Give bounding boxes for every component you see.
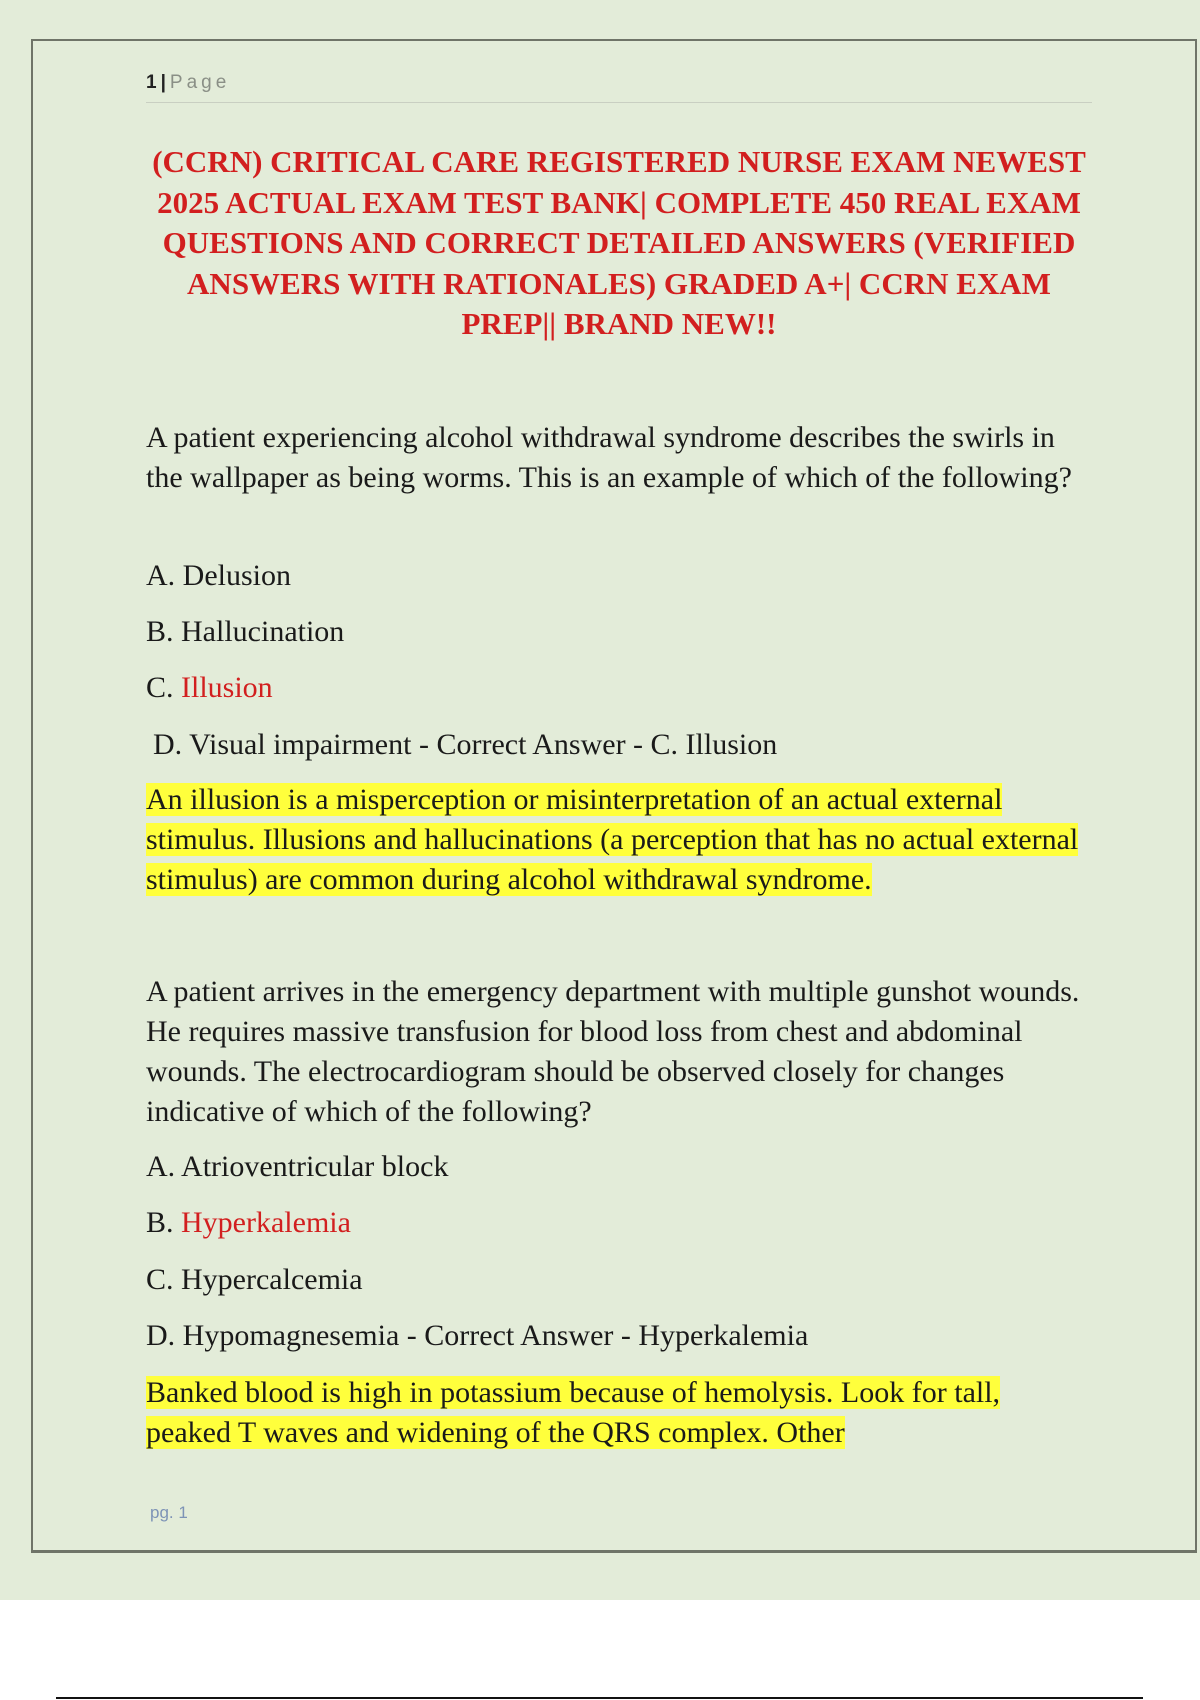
option-text: Hypercalcemia [181,1263,363,1296]
page-footer: pg. 1 [150,1503,188,1522]
question-1-stem: A patient experiencing alcohol withdrawal syndrome describes the swirls in the wallpaper as being worms. This is an example of which of the following? [146,421,1072,494]
option-text: Atrioventricular block [181,1150,449,1183]
option-letter: C. [146,671,174,704]
page-word: Page [169,72,231,93]
question-1-option-d [153,725,777,765]
rationale-highlight: Banked blood is high in potassium because of hemolysis. Look for tall, peaked T waves and widening of the QRS complex. Other [146,1376,1001,1449]
option-letter: D. [146,1319,176,1352]
option-text: Delusion [182,559,291,592]
question-1-rationale [146,780,1086,900]
option-letter: A. [146,1150,176,1183]
question-2-option-d [146,1316,808,1356]
page-header [146,72,1092,103]
option-text: Hypomagnesemia - Correct Answer - Hyperkalemia [182,1319,809,1352]
option-letter: B. [146,1206,174,1239]
option-text: Visual impairment - Correct Answer - C. Illusion [189,728,778,761]
option-letter: B. [146,615,174,648]
question-2-option-b [146,1203,351,1243]
option-text-correct: Illusion [181,671,273,704]
bottom-divider [56,1697,1143,1699]
question-1-option-a [146,556,291,596]
question-2-option-c [146,1260,363,1300]
option-letter: D. [153,728,183,761]
option-letter: C. [146,1263,174,1296]
page-number: 1 [146,72,157,93]
rationale-highlight: An illusion is a misperception or misinterpretation of an actual external stimulus. Illusions and hallucinations (a perception that has no actual external stimulus) are common during alcohol withdrawal syndrome. [146,783,1079,896]
document-title: (CCRN) CRITICAL CARE REGISTERED NURSE EXAM NEWEST 2025 ACTUAL EXAM TEST BANK| COMPLETE 450 REAL EXAM QUESTIONS AND CORRECT DETAILED ANSWERS (VERIFIED ANSWERS WITH RATIONALES) GRADED A+| CCRN EXAM PREP|| BRAND NEW!! [152,144,1086,341]
option-text-correct: Hyperkalemia [181,1206,351,1239]
question-1-option-c [146,668,273,708]
question-1-option-b [146,612,344,652]
question-2-stem: A patient arrives in the emergency department with multiple gunshot wounds. He requires massive transfusion for blood loss from chest and abdominal wounds. The electrocardiogram should be observed closely for changes indicative of which of the following? [146,975,1080,1128]
question-2-rationale [146,1373,1086,1453]
option-letter: A. [146,559,176,592]
header-separator: | [160,72,166,93]
option-text: Hallucination [181,615,345,648]
question-2-option-a [146,1147,448,1187]
